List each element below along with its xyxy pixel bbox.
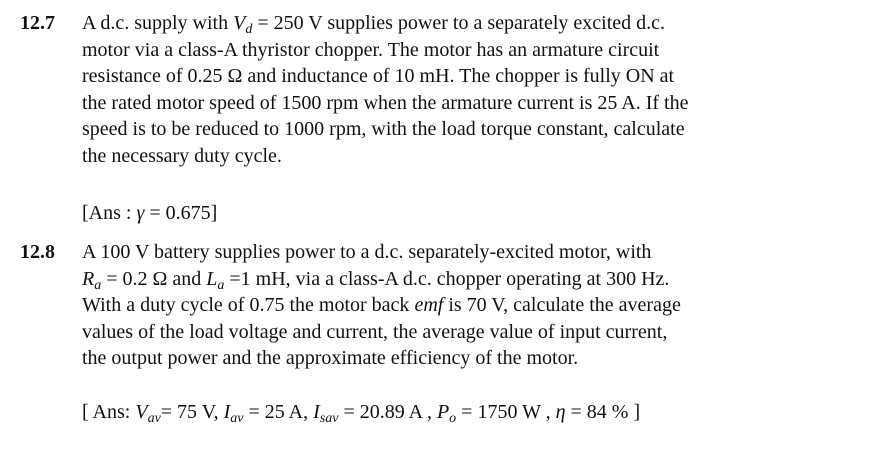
line-1: A 100 V battery supplies power to a d.c. separately-excited motor, with [82, 241, 652, 263]
symbol-ra: $R_a$ [82, 267, 102, 293]
line-3: resistance of 0.25 Ω and inductance of 10 mH. The chopper is fully ON at [82, 65, 675, 87]
answer-12-8: [ Ans: $V_{av}= 75$ V, $I_{av} = 25$ A, $I_{sav} = 20.89$ A , $P_o = 1750$ W , η = 84 % ] [82, 401, 641, 426]
line-4: the rated motor speed of 1500 rpm when the armature current is 25 A. If the [82, 91, 689, 114]
line-2: $R_a = 0.2$ Ω and $L_a =1$ mH, via a class-A d.c. chopper operating at 300 Hz. [82, 267, 670, 293]
line-3: With a duty cycle of 0.75 the motor back emf is 70 V, calculate the average [82, 294, 681, 316]
line-6: the necessary duty cycle. [82, 144, 282, 167]
symbol-vd: $V_d$ [233, 12, 253, 37]
problem-number: 12.8 [20, 241, 55, 263]
line-1: A d.c. supply with $V_d = 250$ V supplies power to a separately excited d.c. [82, 12, 665, 37]
problem-number: 12.7 [20, 12, 55, 34]
symbol-la: $L_a$ [206, 267, 225, 293]
problem-text [82, 239, 774, 372]
line-5: the output power and the approximate efficiency of the motor. [82, 347, 579, 369]
line-4: values of the load voltage and current, the average value of input current, [82, 320, 668, 343]
line-5: speed is to be reduced to 1000 rpm, with the load torque constant, calculate [82, 118, 685, 140]
answer-12-7: [Ans : γ = 0.675] [82, 202, 218, 224]
problem-text [82, 10, 774, 169]
line-2: motor via a class-A thyristor chopper. The motor has an armature circuit [82, 38, 660, 61]
symbol-gamma: γ [136, 202, 145, 224]
